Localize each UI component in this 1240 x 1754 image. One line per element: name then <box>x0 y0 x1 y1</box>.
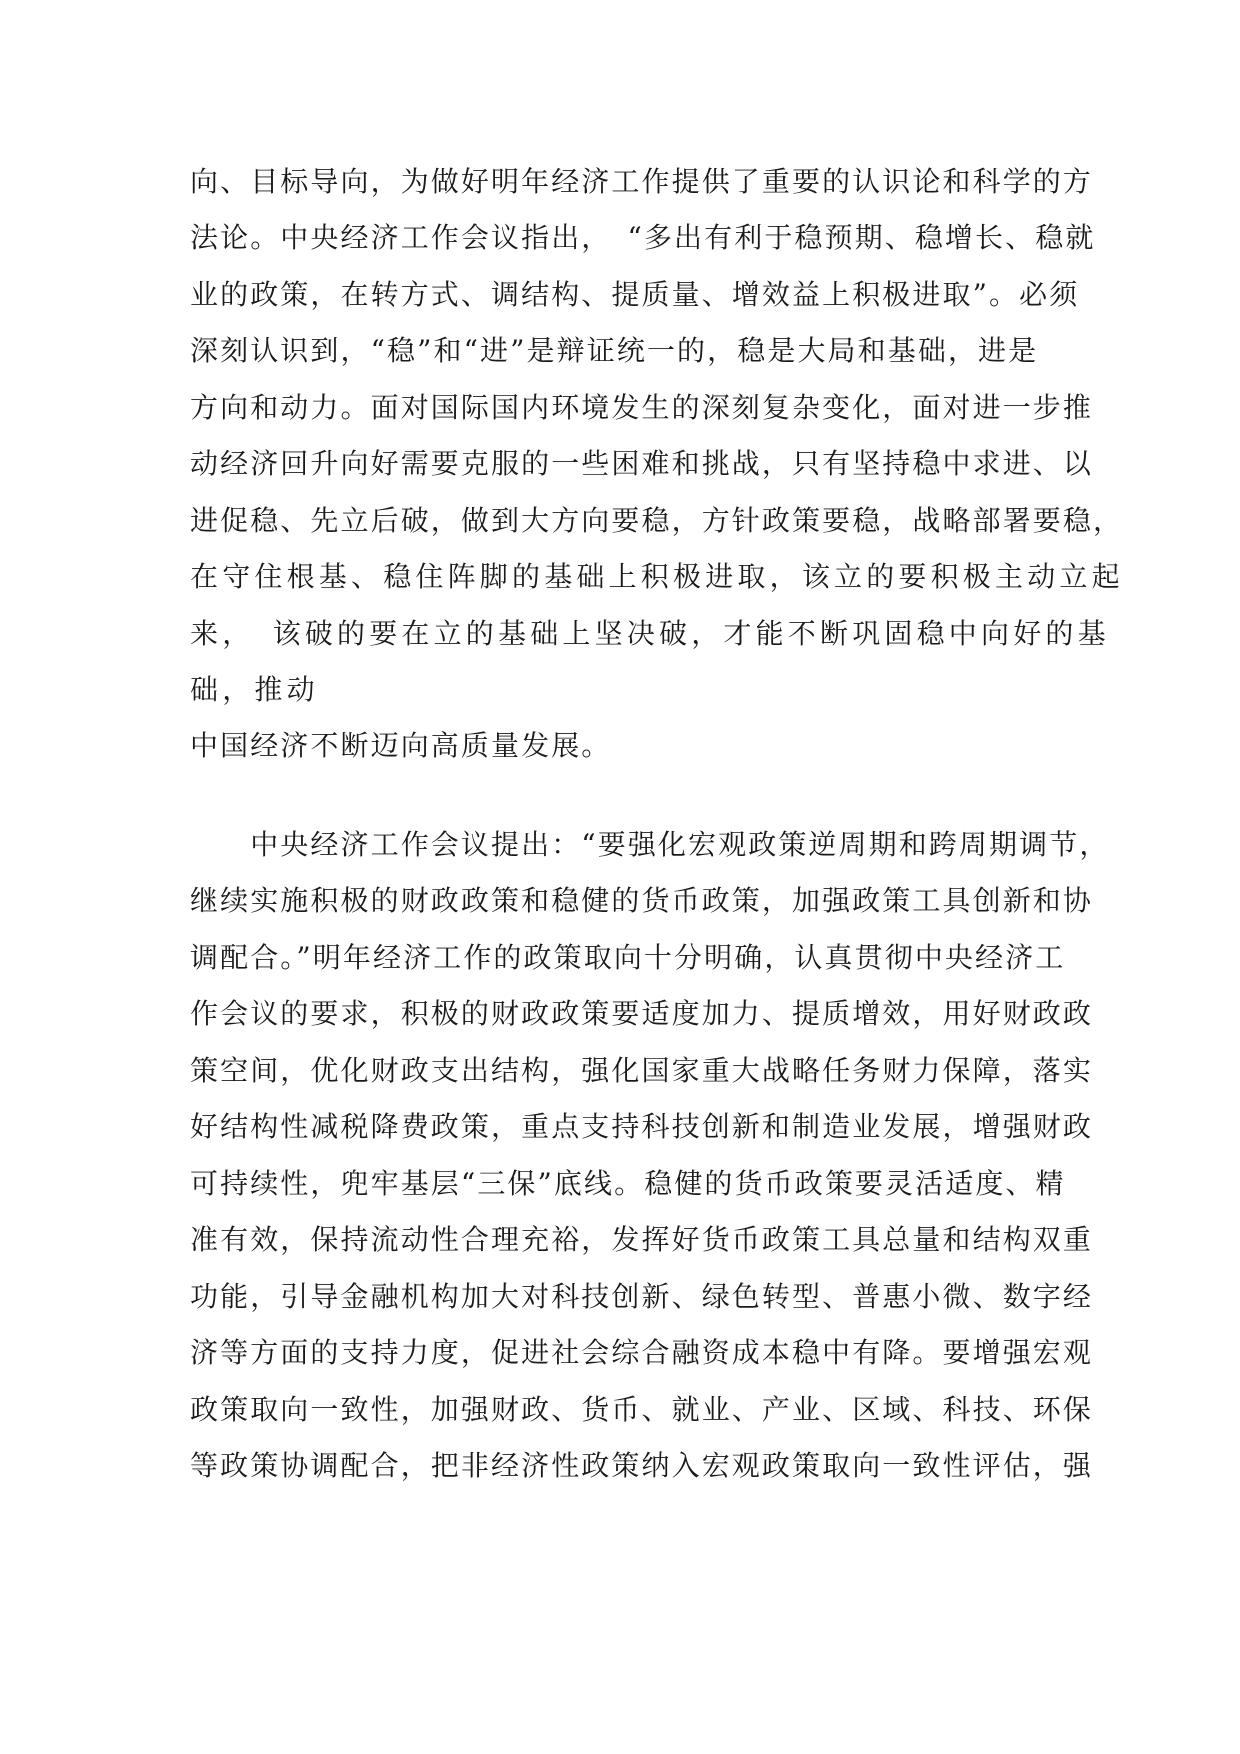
paragraph-1-line-3: 业的政策，在转方式、调结构、提质量、增效益上积极进取”。必须 <box>190 278 1080 311</box>
paragraph-1-line-8: 在守住根基、稳住阵脚的基础上积极进取，该立的要积极主动立起 <box>190 560 1124 593</box>
paragraph-2-line-6: 好结构性减税降费政策，重点支持科技创新和制造业发展，增强财政 <box>190 1110 1094 1143</box>
paragraph-2-line-7: 可持续性，兜牢基层“三保”底线。稳健的货币政策要灵活适度、精 <box>190 1167 1066 1200</box>
paragraph-1-line-1: 向、目标导向，为做好明年经济工作提供了重要的认识论和科学的方 <box>190 165 1094 198</box>
paragraph-1-line-11: 中国经济不断迈向高质量发展。 <box>190 729 612 762</box>
paragraph-1-line-4: 深刻认识到，“稳”和“进”是辩证统一的，稳是大局和基础，进是 <box>190 334 1039 367</box>
paragraph-1-line-9: 来， 该破的要在立的基础上坚决破，才能不断巩固稳中向好的基 <box>190 617 1110 650</box>
paragraph-2-line-2: 继续实施积极的财政政策和稳健的货币政策，加强政策工具创新和协 <box>190 884 1094 917</box>
paragraph-1-line-5: 方向和动力。面对国际国内环境发生的深刻复杂变化，面对进一步推 <box>190 391 1094 424</box>
paragraph-2-line-3: 调配合。”明年经济工作的政策取向十分明确，认真贯彻中央经济工 <box>190 941 1066 974</box>
paragraph-1-line-7: 进促稳、先立后破，做到大方向要稳，方针政策要稳，战略部署要稳， <box>190 504 1124 537</box>
paragraph-2-line-9: 功能，引导金融机构加大对科技创新、绿色转型、普惠小微、数字经 <box>190 1280 1094 1313</box>
paragraph-2-line-1: 中央经济工作会议提出：“要强化宏观政策逆周期和跨周期调节， <box>190 828 1110 861</box>
paragraph-2-line-5: 策空间，优化财政支出结构，强化国家重大战略任务财力保障，落实 <box>190 1054 1094 1087</box>
paragraph-2-line-10: 济等方面的支持力度，促进社会综合融资成本稳中有降。要增强宏观 <box>190 1336 1094 1369</box>
paragraph-1-line-6: 动经济回升向好需要克服的一些困难和挑战，只有坚持稳中求进、以 <box>190 447 1094 480</box>
paragraph-2-line-4: 作会议的要求，积极的财政政策要适度加力、提质增效，用好财政政 <box>190 997 1094 1030</box>
paragraph-2-line-8: 准有效，保持流动性合理充裕，发挥好货币政策工具总量和结构双重 <box>190 1223 1094 1256</box>
paragraph-1-line-10: 础，推动 <box>190 673 319 706</box>
paragraph-1-line-2: 法论。中央经济工作会议指出， “多出有利于稳预期、稳增长、稳就 <box>190 221 1096 254</box>
paragraph-2-line-12: 等政策协调配合，把非经济性政策纳入宏观政策取向一致性评估，强 <box>190 1449 1094 1482</box>
paragraph-2-line-11: 政策取向一致性，加强财政、货币、就业、产业、区域、科技、环保 <box>190 1393 1094 1426</box>
